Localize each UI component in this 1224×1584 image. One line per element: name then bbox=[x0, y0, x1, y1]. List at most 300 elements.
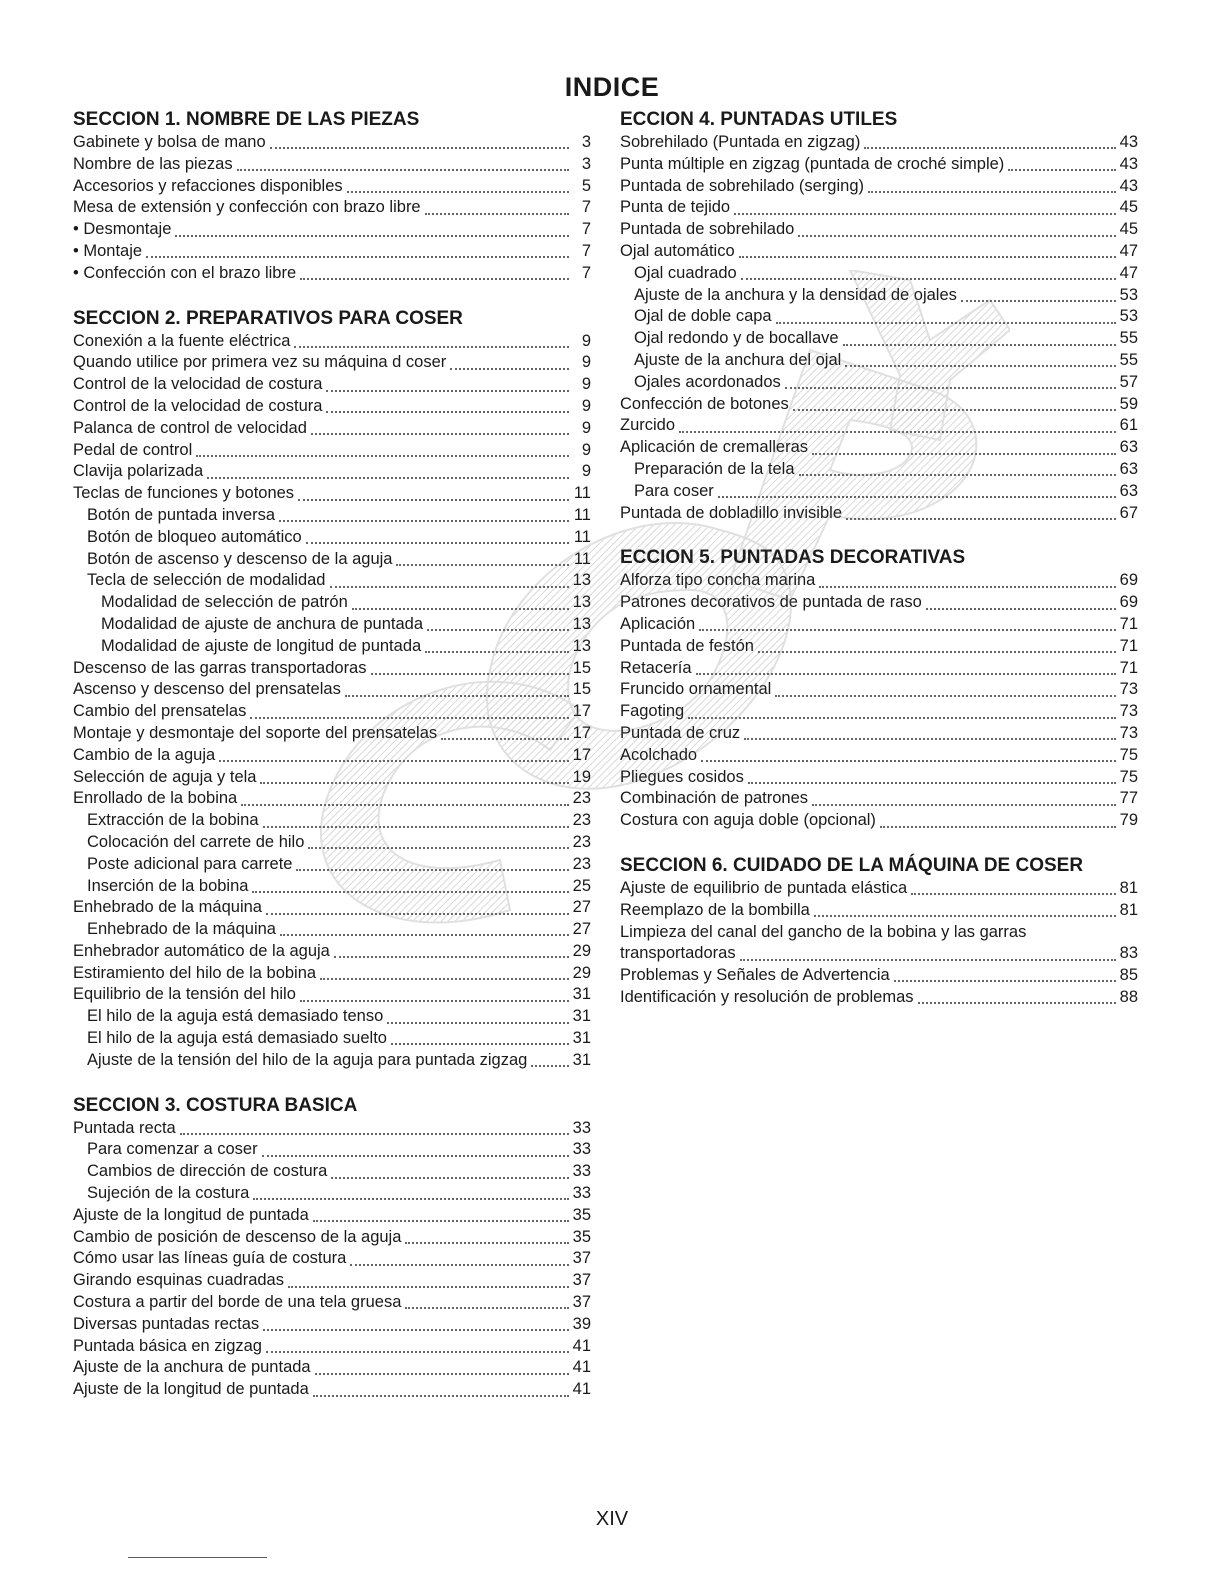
toc-entry-label: Ojal redondo y de bocallave bbox=[634, 329, 839, 348]
toc-entry[interactable] bbox=[73, 176, 591, 198]
dot-leader bbox=[391, 1042, 569, 1045]
toc-entry-page: 35 bbox=[572, 1205, 591, 1224]
toc-entry[interactable] bbox=[73, 919, 591, 941]
toc-entry-label: Control de la velocidad de costura bbox=[73, 396, 323, 415]
section-heading: SECCION 3. COSTURA BASICA bbox=[73, 1094, 358, 1116]
toc-entry[interactable] bbox=[73, 854, 591, 876]
toc-entry[interactable] bbox=[620, 658, 1138, 680]
dot-leader bbox=[405, 1241, 568, 1244]
toc-entry-page: 67 bbox=[1119, 503, 1138, 522]
toc-entry-label: Ajuste de la anchura del ojal bbox=[634, 350, 842, 369]
toc-entry-page: 41 bbox=[572, 1358, 591, 1377]
toc-entry[interactable] bbox=[620, 285, 1138, 307]
dot-leader bbox=[331, 1176, 568, 1179]
toc-entry-label: Descenso de las garras transportadoras bbox=[73, 658, 367, 677]
dot-leader bbox=[1008, 168, 1115, 171]
toc-entry[interactable] bbox=[620, 570, 1138, 592]
toc-entry-page: 27 bbox=[572, 898, 591, 917]
toc-entry-label: Modalidad de selección de patrón bbox=[101, 593, 348, 612]
toc-entry-label: Estiramiento del hilo de la bobina bbox=[73, 963, 317, 982]
page-title: INDICE bbox=[564, 72, 660, 102]
toc-entry[interactable] bbox=[620, 437, 1138, 459]
toc-entry-page: 31 bbox=[572, 1050, 591, 1069]
toc-entry-label: Alforza tipo concha marina bbox=[620, 571, 816, 590]
toc-entry[interactable] bbox=[620, 767, 1138, 789]
dot-leader bbox=[799, 473, 1116, 476]
toc-entry[interactable] bbox=[73, 1292, 591, 1314]
dot-leader bbox=[734, 212, 1116, 215]
toc-entry-label: Selección de aguja y tela bbox=[73, 767, 257, 786]
toc-entry-label: Para comenzar a coser bbox=[87, 1140, 258, 1159]
dot-leader bbox=[701, 759, 1116, 762]
toc-entry-label: Pliegues cosidos bbox=[620, 767, 744, 786]
toc-entry[interactable] bbox=[73, 1205, 591, 1227]
toc-entry-label: Modalidad de ajuste de anchura de puntada bbox=[101, 614, 423, 633]
toc-entry[interactable] bbox=[620, 592, 1138, 614]
toc-entry-label: Problemas y Señales de Advertencia bbox=[620, 966, 890, 985]
toc-entry-label: Acolchado bbox=[620, 745, 698, 764]
dot-leader bbox=[740, 958, 1116, 961]
toc-entry-label: Accesorios y refacciones disponibles bbox=[73, 176, 343, 195]
toc-entry-label: Mesa de extensión y confección con brazo libre bbox=[73, 198, 421, 217]
toc-entry-label: El hilo de la aguja está demasiado suelto bbox=[87, 1029, 387, 1048]
toc-entry-page: 77 bbox=[1119, 789, 1138, 808]
toc-entry[interactable] bbox=[73, 1006, 591, 1028]
dot-leader bbox=[894, 979, 1116, 982]
toc-entry-label: Inserción de la bobina bbox=[87, 876, 249, 895]
dot-leader bbox=[320, 977, 569, 980]
toc-entry-label: Equilibrio de la tensión del hilo bbox=[73, 985, 296, 1004]
toc-entry-page: 13 bbox=[572, 571, 591, 590]
toc-entry[interactable] bbox=[73, 396, 591, 418]
toc-entry[interactable] bbox=[73, 832, 591, 854]
toc-entry-label: Sujeción de la costura bbox=[87, 1184, 250, 1203]
toc-entry-label: Enrollado de la bobina bbox=[73, 789, 238, 808]
dot-leader bbox=[679, 430, 1116, 433]
toc-entry-page: 17 bbox=[572, 745, 591, 764]
toc-entry[interactable] bbox=[620, 394, 1138, 416]
toc-entry-label: Puntada de cruz bbox=[620, 723, 741, 742]
dot-leader bbox=[775, 694, 1115, 697]
dot-leader bbox=[262, 1154, 569, 1157]
toc-entry-page: 23 bbox=[572, 854, 591, 873]
toc-entry-page: 19 bbox=[572, 767, 591, 786]
toc-entry-page: 71 bbox=[1119, 614, 1138, 633]
toc-entry[interactable] bbox=[620, 503, 1138, 525]
toc-entry[interactable] bbox=[73, 984, 591, 1006]
dot-leader bbox=[785, 386, 1116, 389]
dot-leader bbox=[347, 190, 569, 193]
toc-entry[interactable] bbox=[73, 767, 591, 789]
toc-entry-page: 9 bbox=[581, 375, 591, 394]
dot-leader bbox=[441, 737, 569, 740]
toc-entry-label: Teclas de funciones y botones bbox=[73, 484, 295, 503]
toc-entry[interactable] bbox=[73, 1139, 591, 1161]
toc-entry-label: Girando esquinas cuadradas bbox=[73, 1271, 284, 1290]
toc-entry[interactable] bbox=[620, 679, 1138, 701]
toc-entry[interactable] bbox=[620, 745, 1138, 767]
toc-entry[interactable] bbox=[620, 810, 1138, 832]
toc-entry[interactable] bbox=[73, 592, 591, 614]
toc-entry[interactable] bbox=[73, 352, 591, 374]
toc-entry[interactable] bbox=[73, 440, 591, 462]
toc-entry[interactable] bbox=[73, 636, 591, 658]
toc-entry-label: Modalidad de ajuste de longitud de puntada bbox=[101, 636, 422, 655]
toc-entry[interactable] bbox=[620, 350, 1138, 372]
dot-leader bbox=[334, 955, 569, 958]
toc-entry-label: Ajuste de equilibrio de puntada elástica bbox=[620, 878, 908, 897]
toc-entry-page: 41 bbox=[572, 1336, 591, 1355]
toc-entry[interactable] bbox=[73, 1028, 591, 1050]
toc-entry[interactable] bbox=[620, 987, 1138, 1009]
toc-entry[interactable] bbox=[73, 331, 591, 353]
toc-entry[interactable] bbox=[620, 701, 1138, 723]
dot-leader bbox=[450, 367, 569, 370]
toc-entry[interactable] bbox=[620, 943, 1138, 965]
toc-entry-page: 81 bbox=[1119, 900, 1138, 919]
toc-entry-label: Preparación de la tela bbox=[634, 459, 795, 478]
dot-leader bbox=[326, 389, 569, 392]
page-number: XIV bbox=[595, 1508, 629, 1530]
dot-leader bbox=[300, 999, 569, 1002]
toc-entry-page: 75 bbox=[1119, 767, 1138, 786]
dot-leader bbox=[371, 672, 569, 675]
toc-entry-label: Cómo usar las líneas guía de costura bbox=[73, 1249, 347, 1268]
toc-entry-label: • Montaje bbox=[73, 241, 143, 260]
toc-entry[interactable] bbox=[620, 415, 1138, 437]
toc-entry[interactable] bbox=[73, 154, 591, 176]
toc-entry-label: Pedal de control bbox=[73, 440, 193, 459]
toc-entry-label: Control de la velocidad de costura bbox=[73, 375, 323, 394]
toc-entry[interactable] bbox=[620, 241, 1138, 263]
toc-entry[interactable] bbox=[73, 788, 591, 810]
toc-section bbox=[73, 307, 591, 1072]
toc-entry[interactable] bbox=[73, 897, 591, 919]
toc-entry-label: Diversas puntadas rectas bbox=[73, 1314, 260, 1333]
dot-leader bbox=[313, 1394, 569, 1397]
dot-leader bbox=[300, 277, 569, 280]
toc-entry-label: • Confección con el brazo libre bbox=[73, 263, 297, 282]
toc-entry-label: Ajuste de la anchura de puntada bbox=[73, 1358, 311, 1377]
toc-entry[interactable] bbox=[73, 263, 591, 285]
toc-entry-page: 7 bbox=[581, 263, 591, 282]
dot-leader bbox=[812, 803, 1116, 806]
toc-entry-label: Retacería bbox=[620, 658, 692, 677]
toc-entry-page: 85 bbox=[1119, 966, 1138, 985]
toc-entry-page: 73 bbox=[1119, 723, 1138, 742]
dot-leader bbox=[308, 846, 568, 849]
toc-entry-label: Ajuste de la anchura y la densidad de ojales bbox=[634, 285, 957, 304]
right-column bbox=[620, 108, 1138, 1031]
toc-entry-label: Cambio del prensatelas bbox=[73, 702, 247, 721]
toc-entry-page: 35 bbox=[572, 1227, 591, 1246]
toc-entry-label: Combinación de patrones bbox=[620, 789, 809, 808]
toc-entry-page: 33 bbox=[572, 1162, 591, 1181]
toc-entry-page: 3 bbox=[581, 133, 591, 151]
dot-leader bbox=[718, 495, 1116, 498]
toc-entry-label: Botón de puntada inversa bbox=[87, 505, 276, 524]
toc-entry-label: Puntada de festón bbox=[620, 636, 754, 655]
toc-entry[interactable] bbox=[620, 459, 1138, 481]
toc-section bbox=[73, 108, 591, 285]
toc-entry-page: 88 bbox=[1119, 987, 1138, 1006]
toc-entry[interactable] bbox=[73, 132, 591, 154]
dot-leader bbox=[266, 912, 569, 915]
toc-entry-page: 53 bbox=[1119, 307, 1138, 326]
toc-entry[interactable] bbox=[73, 658, 591, 680]
toc-entry[interactable] bbox=[620, 900, 1138, 922]
toc-entry[interactable] bbox=[73, 614, 591, 636]
toc-entry[interactable] bbox=[620, 723, 1138, 745]
toc-entry[interactable] bbox=[73, 941, 591, 963]
toc-entry-page: 69 bbox=[1119, 593, 1138, 612]
toc-entry[interactable] bbox=[73, 461, 591, 483]
toc-entry-label: Puntada recta bbox=[73, 1118, 176, 1137]
toc-entry[interactable] bbox=[620, 372, 1138, 394]
dot-leader bbox=[352, 607, 569, 610]
toc-entry[interactable] bbox=[73, 241, 591, 263]
toc-entry[interactable] bbox=[73, 483, 591, 505]
toc-entry-label: Nombre de las piezas bbox=[73, 154, 233, 173]
dot-leader bbox=[868, 190, 1116, 193]
toc-entry[interactable] bbox=[73, 1183, 591, 1205]
dot-leader bbox=[180, 1132, 569, 1135]
toc-entry[interactable] bbox=[73, 1336, 591, 1358]
toc-entry-label: Costura a partir del borde de una tela gruesa bbox=[73, 1293, 402, 1312]
toc-entry-label: Reemplazo de la bombilla bbox=[620, 900, 810, 919]
toc-entry[interactable] bbox=[73, 527, 591, 549]
toc-entry-label: Identificación y resolución de problemas bbox=[620, 987, 914, 1006]
dot-leader bbox=[748, 781, 1116, 784]
toc-entry-page: 33 bbox=[572, 1140, 591, 1159]
toc-entry-page: 37 bbox=[572, 1249, 591, 1268]
dot-leader bbox=[311, 432, 569, 435]
toc-entry-label: Botón de ascenso y descenso de la aguja bbox=[87, 549, 393, 568]
toc-entry-page: 13 bbox=[572, 614, 591, 633]
toc-entry[interactable] bbox=[620, 878, 1138, 900]
toc-entry-label: Colocación del carrete de hilo bbox=[87, 832, 305, 851]
toc-entry[interactable] bbox=[620, 481, 1138, 503]
toc-entry-page: 57 bbox=[1119, 372, 1138, 391]
toc-entry[interactable] bbox=[73, 549, 591, 571]
toc-entry-page: 33 bbox=[572, 1184, 591, 1203]
toc-entry[interactable] bbox=[620, 154, 1138, 176]
dot-leader bbox=[843, 343, 1116, 346]
dot-leader bbox=[531, 1064, 568, 1067]
dot-leader bbox=[270, 146, 569, 149]
dot-leader bbox=[425, 650, 568, 653]
toc-entry-label: Extracción de la bobina bbox=[87, 811, 259, 830]
toc-entry[interactable] bbox=[73, 701, 591, 723]
toc-entry[interactable] bbox=[620, 176, 1138, 198]
dot-leader bbox=[961, 299, 1116, 302]
toc-entry-page: 3 bbox=[581, 154, 591, 173]
toc-entry-label: Punta múltiple en zigzag (puntada de croché simple) bbox=[620, 154, 1005, 173]
section-heading: SECCION 2. PREPARATIVOS PARA COSER bbox=[73, 307, 463, 329]
dot-leader bbox=[263, 825, 569, 828]
toc-entry-page: 17 bbox=[572, 702, 591, 721]
dot-leader bbox=[387, 1021, 568, 1024]
toc-entry-label: Para coser bbox=[634, 481, 714, 500]
toc-entry[interactable] bbox=[73, 505, 591, 527]
toc-entry-page: 29 bbox=[572, 963, 591, 982]
toc-entry[interactable] bbox=[73, 679, 591, 701]
toc-entry-page: 43 bbox=[1119, 176, 1138, 195]
toc-entry[interactable] bbox=[620, 328, 1138, 350]
toc-entry[interactable] bbox=[73, 745, 591, 767]
toc-entry-page: 39 bbox=[572, 1314, 591, 1333]
toc-entry-page: 9 bbox=[581, 396, 591, 415]
dot-leader bbox=[253, 1197, 568, 1200]
toc-entry-page: 13 bbox=[572, 593, 591, 612]
dot-leader bbox=[315, 1372, 569, 1375]
dot-leader bbox=[793, 408, 1116, 411]
dot-leader bbox=[846, 517, 1116, 520]
section-heading: SECCION 1. NOMBRE DE LAS PIEZAS bbox=[73, 109, 420, 130]
toc-entry-page: 23 bbox=[572, 811, 591, 830]
toc-entry-page: 33 bbox=[572, 1118, 591, 1137]
toc-entry[interactable] bbox=[73, 810, 591, 832]
dot-leader bbox=[266, 1350, 569, 1353]
toc-entry[interactable] bbox=[73, 1227, 591, 1249]
toc-entry-label: Ojales acordonados bbox=[634, 372, 781, 391]
toc-entry[interactable] bbox=[620, 306, 1138, 328]
toc-entry[interactable] bbox=[620, 132, 1138, 154]
dot-leader bbox=[776, 321, 1116, 324]
toc-entry-label: Tecla de selección de modalidad bbox=[87, 571, 326, 590]
toc-entry-page: 23 bbox=[572, 832, 591, 851]
toc-entry[interactable] bbox=[73, 418, 591, 440]
toc-entry-page: 11 bbox=[573, 549, 591, 568]
toc-entry-page: 71 bbox=[1119, 658, 1138, 677]
toc-entry-label: • Desmontaje bbox=[73, 220, 172, 239]
toc-entry-label: Cambios de dirección de costura bbox=[87, 1162, 328, 1181]
toc-entry[interactable] bbox=[620, 788, 1138, 810]
toc-entry-label: Puntada de sobrehilado (serging) bbox=[620, 176, 864, 195]
toc-entry[interactable] bbox=[73, 1118, 591, 1140]
toc-entry[interactable] bbox=[620, 263, 1138, 285]
toc-entry-page: 79 bbox=[1119, 811, 1138, 830]
toc-entry-page: 55 bbox=[1119, 329, 1138, 348]
toc-entry[interactable] bbox=[620, 965, 1138, 987]
toc-entry-page: 37 bbox=[572, 1293, 591, 1312]
toc-entry-page: 9 bbox=[581, 418, 591, 437]
dot-leader bbox=[298, 498, 569, 501]
dot-leader bbox=[814, 914, 1116, 917]
toc-entry-label: Enhebrado de la máquina bbox=[73, 898, 262, 917]
toc-entry-label: Zurcido bbox=[620, 416, 676, 435]
toc-entry-label: Enhebrado de la máquina bbox=[87, 920, 276, 939]
toc-entry[interactable] bbox=[73, 570, 591, 592]
toc-section bbox=[73, 1094, 591, 1401]
footer-rule bbox=[128, 1557, 267, 1558]
toc-entry-page: 31 bbox=[572, 985, 591, 1004]
dot-leader bbox=[219, 759, 568, 762]
toc-entry-label: Enhebrador automático de la aguja bbox=[73, 941, 330, 960]
toc-entry-page: 11 bbox=[573, 527, 591, 546]
dot-leader bbox=[798, 234, 1115, 237]
dot-leader bbox=[237, 168, 569, 171]
toc-entry-label: Cambio de posición de descenso de la aguja bbox=[73, 1227, 402, 1246]
dot-leader bbox=[911, 892, 1116, 895]
toc-entry[interactable] bbox=[73, 1379, 591, 1401]
toc-entry-page: 9 bbox=[581, 331, 591, 350]
dot-leader bbox=[696, 672, 1116, 675]
dot-leader bbox=[260, 781, 568, 784]
dot-leader bbox=[241, 803, 568, 806]
toc-entry[interactable] bbox=[73, 374, 591, 396]
dot-leader bbox=[196, 454, 569, 457]
toc-entry-label: Ajuste de la tensión del hilo de la aguja para puntada zigzag bbox=[87, 1050, 528, 1069]
dot-leader bbox=[864, 146, 1115, 149]
dot-leader bbox=[758, 650, 1116, 653]
section-heading: SECCION 6. CUIDADO DE LA MÁQUINA DE COSER bbox=[620, 854, 1084, 876]
toc-entry-page: 7 bbox=[581, 220, 591, 239]
toc-entry[interactable] bbox=[73, 1357, 591, 1379]
toc-entry-page: 63 bbox=[1119, 438, 1138, 457]
dot-leader bbox=[294, 345, 569, 348]
dot-leader bbox=[425, 212, 569, 215]
toc-entry[interactable] bbox=[73, 1270, 591, 1292]
toc-entry[interactable] bbox=[73, 876, 591, 898]
toc-entry[interactable] bbox=[73, 1248, 591, 1270]
toc-entry-page: 53 bbox=[1119, 285, 1138, 304]
toc-entry-page: 23 bbox=[572, 789, 591, 808]
dot-leader bbox=[699, 628, 1115, 631]
toc-entry[interactable] bbox=[620, 219, 1138, 241]
toc-entry[interactable] bbox=[620, 197, 1138, 219]
toc-entry-label: Fagoting bbox=[620, 702, 685, 721]
dot-leader bbox=[739, 255, 1116, 258]
toc-entry[interactable] bbox=[73, 1050, 591, 1072]
toc-entry[interactable] bbox=[73, 197, 591, 219]
toc-entry[interactable] bbox=[73, 1161, 591, 1183]
toc-entry-label: Montaje y desmontaje del soporte del prensatelas bbox=[73, 723, 438, 742]
toc-entry-page: 11 bbox=[573, 484, 591, 503]
toc-entry-label: Ajuste de la longitud de puntada bbox=[73, 1380, 309, 1399]
toc-entry-label: Palanca de control de velocidad bbox=[73, 418, 307, 437]
toc-entry-page: 15 bbox=[572, 658, 591, 677]
toc-entry-page: 31 bbox=[572, 1029, 591, 1048]
toc-entry[interactable] bbox=[73, 1314, 591, 1336]
toc-entry-line: Limpieza del canal del gancho de la bobina y las garras bbox=[620, 922, 1027, 941]
dot-leader bbox=[313, 1219, 569, 1222]
dot-leader bbox=[744, 737, 1115, 740]
toc-entry[interactable] bbox=[73, 723, 591, 745]
toc-entry[interactable] bbox=[620, 614, 1138, 636]
toc-entry[interactable] bbox=[73, 219, 591, 241]
dot-leader bbox=[918, 1001, 1116, 1004]
toc-entry-label: Botón de bloqueo automático bbox=[87, 527, 302, 546]
toc-entry-label: Poste adicional para carrete bbox=[87, 854, 293, 873]
toc-entry-page: 73 bbox=[1119, 702, 1138, 721]
dot-leader bbox=[819, 585, 1115, 588]
toc-entry-label: Ojal de doble capa bbox=[634, 307, 772, 326]
toc-entry-label: Sobrehilado (Puntada en zigzag) bbox=[620, 133, 861, 151]
toc-entry-page: 37 bbox=[572, 1271, 591, 1290]
toc-entry-page: 45 bbox=[1119, 220, 1138, 239]
toc-entry-page: 83 bbox=[1119, 944, 1138, 963]
dot-leader bbox=[175, 234, 569, 237]
toc-entry-page: 63 bbox=[1119, 481, 1138, 500]
toc-entry-page: 43 bbox=[1119, 154, 1138, 173]
dot-leader bbox=[326, 410, 569, 413]
dot-leader bbox=[330, 585, 569, 588]
toc-entry[interactable] bbox=[73, 963, 591, 985]
dot-leader bbox=[280, 933, 569, 936]
toc-entry[interactable] bbox=[620, 636, 1138, 658]
dot-leader bbox=[688, 716, 1115, 719]
